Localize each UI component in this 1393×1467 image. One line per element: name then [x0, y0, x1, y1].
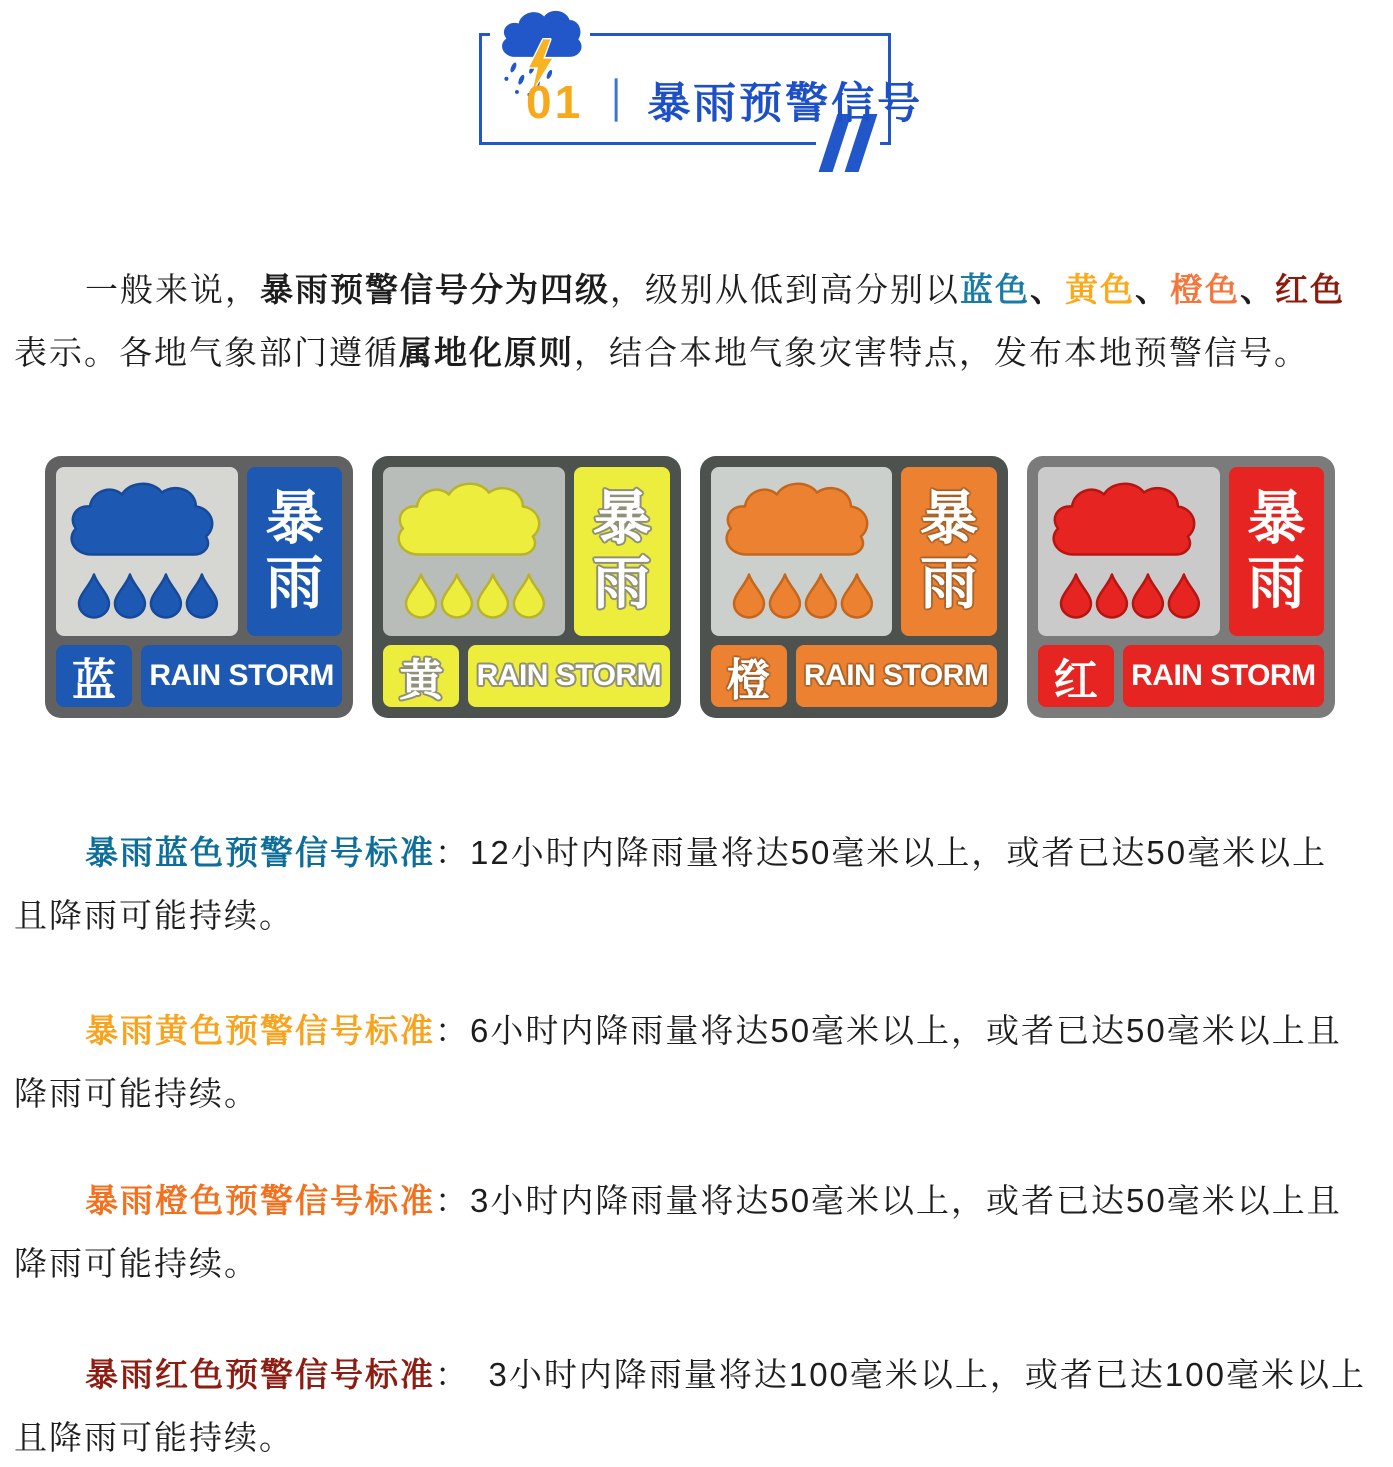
color-word-red: 红色: [1275, 271, 1345, 308]
sign-icon-cell: [1038, 467, 1220, 636]
header-box: [479, 33, 924, 145]
rain-cloud-icon: [1044, 473, 1214, 630]
sign-main-label: 暴雨: [1229, 467, 1324, 636]
section-title: 暴雨预警信号: [647, 80, 924, 128]
standard-body: 3小时内降雨量将达50毫米以上，或者已达50毫米以上且: [470, 1182, 1342, 1219]
standard-body-cont: 且降雨可能持续。: [14, 1419, 294, 1456]
standard-body-cont: 且降雨可能持续。: [14, 897, 294, 934]
color-word-blue: 蓝色: [960, 271, 1030, 308]
standard-colon: ：: [435, 1012, 470, 1049]
rain-cloud-icon: [389, 473, 559, 630]
standard-label: 暴雨蓝色预警信号标准: [85, 834, 435, 871]
section-header: [0, 0, 1393, 188]
text-segment: 、: [1030, 271, 1065, 308]
standard-body: 3小时内降雨量将达100毫米以上，或者已达100毫米以上: [470, 1356, 1366, 1393]
section-title-row: [526, 70, 923, 131]
section-number: 01: [526, 76, 584, 128]
sign-level-char: 橙: [711, 645, 787, 707]
text-segment: 一般来说，: [85, 271, 260, 308]
standard-colon: ：: [435, 1356, 470, 1393]
text-segment: ，结合本地气象灾害特点，发布本地预警信号。: [574, 334, 1309, 371]
standard-paragraph-blue: [14, 821, 1381, 947]
standard-paragraph-yellow: [14, 999, 1381, 1125]
warning-signs-row: [45, 456, 1335, 718]
standard-body: 6小时内降雨量将达50毫米以上，或者已达50毫米以上且: [470, 1012, 1342, 1049]
warning-sign-blue: [45, 456, 353, 718]
text-segment-bold: 暴雨预警信号分为四级: [260, 271, 610, 308]
sign-icon-cell: [383, 467, 565, 636]
sign-main-label: 暴雨: [247, 467, 342, 636]
sign-level-char: 蓝: [56, 645, 132, 707]
text-segment-bold: 属地化原则: [399, 334, 574, 371]
standard-label: 暴雨红色预警信号标准: [85, 1356, 435, 1393]
standard-body-cont: 降雨可能持续。: [14, 1075, 259, 1112]
standard-paragraph-orange: [14, 1169, 1381, 1295]
color-word-yellow: 黄色: [1065, 271, 1135, 308]
standard-body-cont: 降雨可能持续。: [14, 1245, 259, 1282]
color-word-orange: 橙色: [1170, 271, 1240, 308]
sign-en-label: RAIN STORM: [1123, 645, 1324, 707]
standard-body: 12小时内降雨量将达50毫米以上，或者已达50毫米以上: [470, 834, 1328, 871]
sign-main-label: 暴雨: [574, 467, 669, 636]
warning-sign-orange: [700, 456, 1008, 718]
text-segment: ，级别从低到高分别以: [610, 271, 960, 308]
text-segment: 表示。各地气象部门遵循: [14, 334, 399, 371]
text-segment: 、: [1240, 271, 1275, 308]
sign-en-label: RAIN STORM: [468, 645, 669, 707]
standard-colon: ：: [435, 1182, 470, 1219]
sign-level-char: 黄: [383, 645, 459, 707]
text-segment: 、: [1135, 271, 1170, 308]
intro-paragraph: [14, 258, 1381, 384]
sign-en-label: RAIN STORM: [141, 645, 342, 707]
sign-en-label: RAIN STORM: [796, 645, 997, 707]
warning-sign-yellow: [372, 456, 680, 718]
title-divider-bar: ｜: [595, 78, 638, 125]
standard-label: 暴雨黄色预警信号标准: [85, 1012, 435, 1049]
sign-icon-cell: [711, 467, 893, 636]
sign-icon-cell: [56, 467, 238, 636]
rain-cloud-icon: [717, 473, 887, 630]
standard-label: 暴雨橙色预警信号标准: [85, 1182, 435, 1219]
standard-paragraph-red: [14, 1343, 1381, 1467]
standard-colon: ：: [435, 834, 470, 871]
rain-cloud-icon: [62, 473, 232, 630]
sign-level-char: 红: [1038, 645, 1114, 707]
warning-sign-red: [1027, 456, 1335, 718]
sign-main-label: 暴雨: [901, 467, 996, 636]
